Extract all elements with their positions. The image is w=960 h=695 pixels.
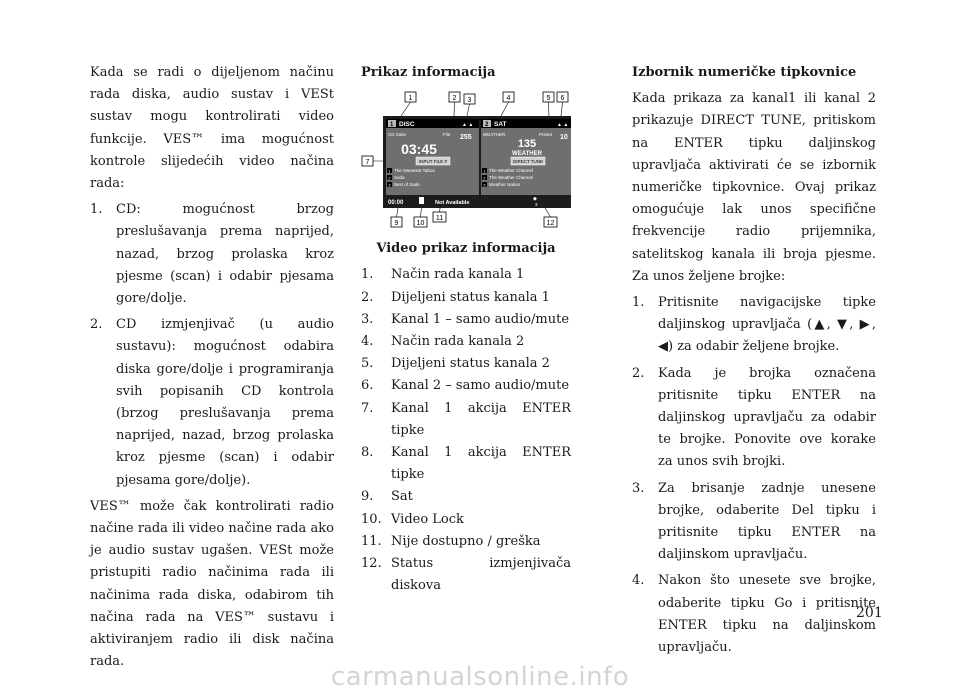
list-item: 9. Sat xyxy=(361,489,413,505)
callout-4 xyxy=(501,92,514,116)
list-item: 10. Video Lock xyxy=(361,511,464,527)
svg-text:3: 3 xyxy=(388,182,391,188)
svg-text:1: 1 xyxy=(483,168,486,174)
list-item: 2. Kada je brojka označena pritisnite tipku ENTER na daljinskog upravljaču za odabir te brojke. Ponovite ove korake za unos svih brojki. xyxy=(632,365,876,470)
svg-text:2: 2 xyxy=(388,175,391,181)
svg-text:10: 10 xyxy=(416,220,425,228)
track-time: 03:45 xyxy=(401,141,437,158)
list-item: 4. Nakon što unesete sve brojke, odaberite tipku Go i pritisnite ENTER tipku na daljinskom upravljaču. xyxy=(632,573,876,656)
svg-text:12: 12 xyxy=(546,220,555,228)
legend-list xyxy=(361,264,571,597)
outro-paragraph: VES™ može čak kontrolirati radio načine rada ili video načine rada ako je audio sustav ugašen. VESt može pristupiti radio načinima rada ili načinima rada diska, odabirom tih načina rada na VES™ sustavu i aktiviranjem radio ili disk načina rada. xyxy=(90,498,334,670)
callout-3 xyxy=(464,94,475,116)
svg-text:4: 4 xyxy=(506,95,511,103)
list-item: 7. Kanal 1 akcija ENTER tipke xyxy=(361,400,571,438)
svg-text:5: 5 xyxy=(546,95,551,103)
svg-text:Weather Nation: Weather Nation xyxy=(489,182,521,188)
svg-text:3: 3 xyxy=(467,97,472,105)
section-heading: Prikaz informacija xyxy=(361,65,496,80)
section-heading: Izbornik numeričke tipkovnice xyxy=(632,65,857,80)
svg-text:▲ ▲: ▲ ▲ xyxy=(557,122,569,129)
svg-text:WEATHER: WEATHER xyxy=(512,151,542,158)
svg-text:11: 11 xyxy=(435,215,444,223)
svg-text:7: 7 xyxy=(365,159,370,167)
intro-paragraph: Kada se radi o dijeljenom načinu rada diska, audio sustav i VESt sustav mogu kontrolirati video funkcije. VES™ ima mogućnost kontrole slijedećih video načina rada: xyxy=(90,65,334,192)
svg-text:3: 3 xyxy=(483,182,486,188)
sat-channel: 135 xyxy=(517,138,537,151)
status-message: Not Available xyxy=(435,200,470,207)
callout-6 xyxy=(557,92,568,116)
page-number: 201 xyxy=(856,605,883,621)
callout-2 xyxy=(449,92,460,116)
svg-text:3: 3 xyxy=(535,202,538,208)
list-item: 3. Kanal 1 – samo audio/mute xyxy=(361,311,570,327)
list-item: 1. Način rada kanala 1 xyxy=(361,267,525,283)
svg-text:6: 6 xyxy=(560,95,565,103)
video-modes-list xyxy=(90,199,334,492)
list-item: 11. Nije dostupno / greška xyxy=(361,533,541,549)
watermark: carmanualsonline.info xyxy=(330,662,630,692)
svg-text:Preset: Preset xyxy=(539,132,553,138)
svg-text:INPUT FILE #: INPUT FILE # xyxy=(419,159,447,165)
channel-2-mode: SAT xyxy=(494,121,507,129)
svg-text:CD Suite: CD Suite xyxy=(388,132,407,138)
svg-text:2: 2 xyxy=(483,175,486,181)
list-item: 12. Status izmjenjivača diskova xyxy=(361,556,571,594)
callout-1 xyxy=(401,92,416,116)
list-item: 3. Za brisanje zadnje unesene brojke, odaberite Del tipku i pritisnite tipku ENTER na daljinskom upravljaču. xyxy=(632,480,876,563)
svg-text:255: 255 xyxy=(460,134,472,142)
callout-5 xyxy=(543,92,554,116)
svg-text:2: 2 xyxy=(452,95,457,103)
intro-paragraph: Kada prikaza za kanal1 ili kanal 2 prikazuje DIRECT TUNE, pritiskom na ENTER tipku daljinskog upravljača aktivirati će se izbornik numeričke tipkovnice. Ovaj prikaz omogućuje lak unos specifične frekvencije radio prijemnika, satelitskog kanala ili broja pjesme. Za unos željene brojke: xyxy=(632,91,876,284)
list-item: 1. CD: mogućnost brzog preslušavanja prema naprijed, nazad, brzog prolaska kroz pjesme (scan) i odabir pjesama gore/dolje. xyxy=(90,202,334,307)
svg-text:◆: ◆ xyxy=(533,196,537,203)
column-left xyxy=(90,62,334,673)
column-right xyxy=(632,62,876,659)
list-item: 8. Kanal 1 akcija ENTER tipke xyxy=(361,445,571,483)
list-item: 1. Pritisnite navigacijske tipke daljinskog upravljača (▲, ▼, ▶, ◀) za odabir željene brojke. xyxy=(632,295,876,355)
svg-text:File: File xyxy=(443,132,451,138)
list-item: 4. Način rada kanala 2 xyxy=(361,334,525,350)
steps-list xyxy=(632,292,876,659)
svg-text:WEATHER: WEATHER xyxy=(483,132,506,138)
column-middle xyxy=(361,62,571,597)
svg-text:The Sweetest Taboo: The Sweetest Taboo xyxy=(394,168,435,174)
svg-text:1: 1 xyxy=(408,95,413,103)
list-item: 5. Dijeljeni status kanala 2 xyxy=(361,356,550,372)
list-item: 6. Kanal 2 – samo audio/mute xyxy=(361,378,570,394)
svg-text:1: 1 xyxy=(388,168,391,174)
svg-text:Soda: Soda xyxy=(394,175,405,181)
svg-text:DIRECT TUNE: DIRECT TUNE xyxy=(512,159,544,165)
list-item: 2. CD izmjenjivač (u audio sustavu): mogućnost odabira diska gore/dolje i programiranja svih popisanih CD kontrola (brzog preslušavanja prema naprijed, nazad, brzog prolaska kroz pjesme (scan) i odabir pjesama gore/dolje). xyxy=(90,317,334,488)
channel-1-mode: DISC xyxy=(399,121,415,129)
list-item: 2. Dijeljeni status kanala 1 xyxy=(361,289,550,305)
svg-text:The Weather Channel: The Weather Channel xyxy=(489,175,533,181)
video-display-figure xyxy=(361,90,571,230)
svg-text:2: 2 xyxy=(485,122,489,129)
figure-caption: Video prikaz informacija xyxy=(376,241,556,257)
svg-text:Best of Sade: Best of Sade xyxy=(394,182,420,188)
svg-text:▲ ▲: ▲ ▲ xyxy=(462,122,474,129)
svg-text:The Weather Channel: The Weather Channel xyxy=(489,168,533,174)
svg-text:1: 1 xyxy=(390,122,394,129)
svg-text:10: 10 xyxy=(560,134,568,142)
clock: 00:00 xyxy=(388,200,404,207)
svg-text:9: 9 xyxy=(394,220,399,228)
